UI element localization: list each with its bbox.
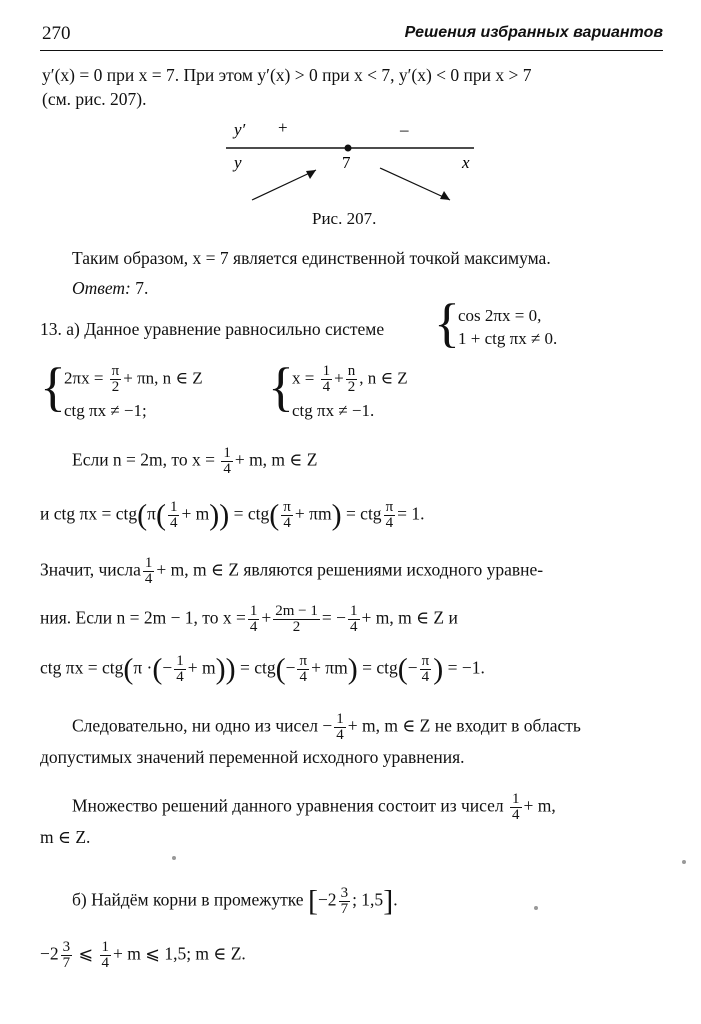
text: и ctg πx = ctg bbox=[40, 503, 138, 524]
frac-den: 4 bbox=[385, 515, 394, 531]
fraction-1-over-4 bbox=[334, 712, 346, 743]
line-m-in-z: m ∈ Z. bbox=[40, 827, 91, 847]
frac-den: 4 bbox=[299, 669, 308, 685]
text: Следовательно, ни одно из чисел − bbox=[72, 715, 333, 736]
frac-num: 1 bbox=[336, 711, 344, 727]
line-sledovatelno bbox=[72, 712, 581, 743]
text: + m bbox=[181, 503, 210, 524]
sysA-rhs: + πn, n ∈ Z bbox=[123, 368, 203, 388]
frac-num: 3 bbox=[62, 939, 71, 955]
paren: ( bbox=[152, 652, 163, 686]
line-znachit bbox=[40, 556, 543, 587]
text: + m, m ∈ Z являются решениями исходного уравне- bbox=[156, 559, 544, 580]
fig-plus-sign: + bbox=[278, 118, 288, 137]
frac-num: 1 bbox=[144, 555, 153, 571]
text: −2 bbox=[317, 889, 337, 910]
running-title: Решения избранных вариантов bbox=[404, 24, 663, 41]
frac-den: 4 bbox=[322, 379, 331, 395]
fraction-3-over-7 bbox=[61, 940, 73, 971]
paren: )) bbox=[215, 652, 236, 686]
text: − bbox=[162, 657, 173, 678]
frac-num: 3 bbox=[340, 885, 349, 901]
text-line-maximum: Таким образом, x = 7 является единственной точкой максимума. bbox=[72, 248, 551, 268]
frac-den: 4 bbox=[350, 619, 358, 635]
frac-num: 2m − 1 bbox=[275, 603, 318, 619]
fig-label-y: y bbox=[234, 153, 242, 172]
frac-num: 1 bbox=[176, 653, 184, 669]
frac-den: 4 bbox=[144, 571, 153, 587]
text: Значит, числа bbox=[40, 559, 141, 580]
frac-num: π bbox=[421, 653, 430, 669]
system-2-row-1 bbox=[64, 364, 203, 395]
fraction-pi-over-4 bbox=[384, 500, 396, 531]
frac-den: 4 bbox=[169, 515, 178, 531]
fraction-1-over-4 bbox=[168, 500, 180, 531]
frac-den: 2 bbox=[347, 379, 356, 395]
answer-label: Ответ: bbox=[72, 278, 131, 298]
line-part-b: б) Найдём корни в промежутке [−2 $\frac{3}{7}$ ; 1,5]. bbox=[72, 884, 398, 918]
text: + m, m ∈ Z bbox=[234, 449, 318, 470]
fraction-1-over-4 bbox=[348, 604, 360, 635]
paren: ( bbox=[397, 652, 408, 686]
fraction-2m-1-over-2 bbox=[273, 604, 320, 635]
text: + m ⩽ 1,5; m ∈ Z. bbox=[113, 943, 246, 964]
fraction-1-over-4 bbox=[248, 604, 260, 635]
frac-den: 7 bbox=[62, 955, 71, 971]
text: − bbox=[407, 657, 418, 678]
figure-caption: Рис. 207. bbox=[312, 209, 377, 228]
system-2-row-2: ctg πx ≠ −1; bbox=[64, 401, 147, 420]
paren: )) bbox=[209, 498, 230, 532]
frac-num: π bbox=[299, 653, 308, 669]
frac-num: π bbox=[111, 363, 120, 379]
scan-speck bbox=[172, 856, 176, 860]
fraction-1-over-4 bbox=[321, 364, 333, 395]
frac-den: 4 bbox=[421, 669, 430, 685]
scan-speck bbox=[682, 860, 686, 864]
fraction-1-over-4 bbox=[143, 556, 155, 587]
frac-num: 1 bbox=[350, 603, 358, 619]
frac-den: 4 bbox=[249, 619, 258, 635]
frac-num: 1 bbox=[223, 445, 231, 461]
paren: ( bbox=[269, 498, 280, 532]
text: − bbox=[336, 607, 346, 628]
text: ния. Если n = 2m − 1, то x = bbox=[40, 607, 246, 628]
frac-den: 4 bbox=[512, 807, 520, 823]
system-brace-1: { bbox=[434, 293, 460, 353]
system-brace-2: { bbox=[40, 357, 66, 417]
frac-num: 1 bbox=[169, 499, 178, 515]
paren: ( bbox=[137, 498, 148, 532]
text: = −1. bbox=[447, 657, 485, 678]
fraction-1-over-4 bbox=[510, 792, 522, 823]
frac-den: 4 bbox=[283, 515, 291, 531]
line-dopustimyh: допустимых значений переменной исходного уравнения. bbox=[40, 747, 465, 767]
line-ctg-1 bbox=[40, 500, 425, 531]
paren: ( bbox=[275, 652, 286, 686]
sysB-plus: + bbox=[334, 368, 344, 388]
text: ; 1,5 bbox=[352, 889, 384, 910]
line-mnozhestvo bbox=[72, 792, 556, 823]
system-3-row-2: ctg πx ≠ −1. bbox=[292, 401, 375, 420]
text: б) Найдём корни в промежутке bbox=[72, 889, 304, 910]
text-line-1: y′(x) = 0 при x = 7. При этом y′(x) > 0 при x < 7, y′(x) < 0 при x > 7 bbox=[42, 65, 532, 85]
text: + πm bbox=[311, 657, 348, 678]
text: + m, m ∈ Z и bbox=[361, 607, 458, 628]
line-ctg-2 bbox=[40, 654, 485, 685]
frac-num: 1 bbox=[101, 939, 110, 955]
system-1-row-1: cos 2πx = 0, bbox=[458, 306, 542, 325]
frac-den: 4 bbox=[336, 727, 344, 743]
fraction-pi-over-4 bbox=[297, 654, 309, 685]
answer-value: 7. bbox=[135, 278, 149, 298]
text: − bbox=[285, 657, 296, 678]
answer-line bbox=[72, 277, 148, 299]
system-brace-3: { bbox=[268, 357, 294, 417]
frac-num: n bbox=[347, 363, 356, 379]
text: = 1. bbox=[397, 503, 425, 524]
text: = ctg bbox=[362, 657, 398, 678]
text-line-2: (см. рис. 207). bbox=[42, 89, 147, 109]
fraction-3-over-7 bbox=[339, 886, 351, 917]
page-header bbox=[40, 20, 663, 51]
text: Если n = 2m, то x = bbox=[72, 449, 220, 470]
text: + m, bbox=[523, 795, 556, 816]
text: ctg πx = ctg bbox=[40, 657, 124, 678]
text: = ctg bbox=[345, 503, 382, 524]
problem-13-lead: 13. а) Данное уравнение равносильно системе bbox=[40, 319, 385, 339]
fraction-pi-over-4 bbox=[420, 654, 432, 685]
page-number: 270 bbox=[42, 23, 71, 44]
frac-num: π bbox=[385, 499, 394, 515]
text: π bbox=[147, 503, 156, 524]
sysB-lhs: x = bbox=[292, 368, 319, 388]
sysA-lhs: 2πx = bbox=[64, 368, 108, 388]
text: + πm bbox=[294, 503, 332, 524]
text: + m, m ∈ Z не входит в область bbox=[347, 715, 581, 736]
text: + bbox=[261, 607, 272, 628]
text: Множество решений данного уравнения состоит из чисел bbox=[72, 795, 504, 816]
fraction-1-over-4 bbox=[221, 446, 233, 477]
paren: ) bbox=[433, 652, 444, 686]
system-1-row-2: 1 + ctg πx ≠ 0. bbox=[458, 329, 558, 348]
text: = ctg bbox=[233, 503, 270, 524]
paren: ( bbox=[155, 498, 166, 532]
sysB-rhs: , n ∈ Z bbox=[359, 368, 408, 388]
fraction-n-over-2 bbox=[346, 364, 358, 395]
bracket: [ bbox=[307, 884, 318, 918]
frac-num: 1 bbox=[512, 791, 520, 807]
bracket: ] bbox=[383, 884, 394, 918]
text: + m bbox=[187, 657, 216, 678]
fig-minus-sign: – bbox=[400, 120, 409, 139]
scan-speck bbox=[534, 906, 538, 910]
fig-point-7: 7 bbox=[342, 153, 351, 172]
system-3-row-1 bbox=[292, 364, 408, 395]
sign-chart-figure bbox=[226, 118, 486, 208]
fig-label-x: x bbox=[462, 153, 470, 172]
frac-den: 2 bbox=[111, 379, 120, 395]
frac-den: 4 bbox=[223, 461, 231, 477]
fraction-pi-over-4 bbox=[281, 500, 293, 531]
frac-den: 4 bbox=[101, 955, 110, 971]
fig-label-yprime: y′ bbox=[234, 120, 246, 139]
paren: ) bbox=[331, 498, 342, 532]
fraction-1-over-4 bbox=[174, 654, 186, 685]
frac-den: 4 bbox=[176, 669, 184, 685]
line-esli-2m-1 bbox=[40, 604, 458, 635]
fraction-pi-over-2 bbox=[110, 364, 122, 395]
fig-arrow-up bbox=[252, 170, 316, 200]
paren: ( bbox=[123, 652, 134, 686]
line-inequality bbox=[40, 940, 246, 971]
text: −2 bbox=[40, 943, 59, 964]
frac-num: π bbox=[283, 499, 291, 515]
frac-den: 2 bbox=[292, 619, 301, 635]
fig-point-dot bbox=[345, 145, 352, 152]
frac-num: 1 bbox=[322, 363, 331, 379]
text: π · bbox=[133, 657, 153, 678]
text: ⩽ bbox=[78, 943, 94, 964]
frac-num: 1 bbox=[249, 603, 258, 619]
frac-den: 7 bbox=[340, 901, 349, 917]
line-if-n-2m bbox=[72, 446, 317, 477]
fraction-1-over-4 bbox=[100, 940, 112, 971]
paren: ) bbox=[347, 652, 358, 686]
text: = bbox=[321, 607, 332, 628]
fig-arrow-down bbox=[380, 168, 450, 200]
text: = ctg bbox=[239, 657, 276, 678]
